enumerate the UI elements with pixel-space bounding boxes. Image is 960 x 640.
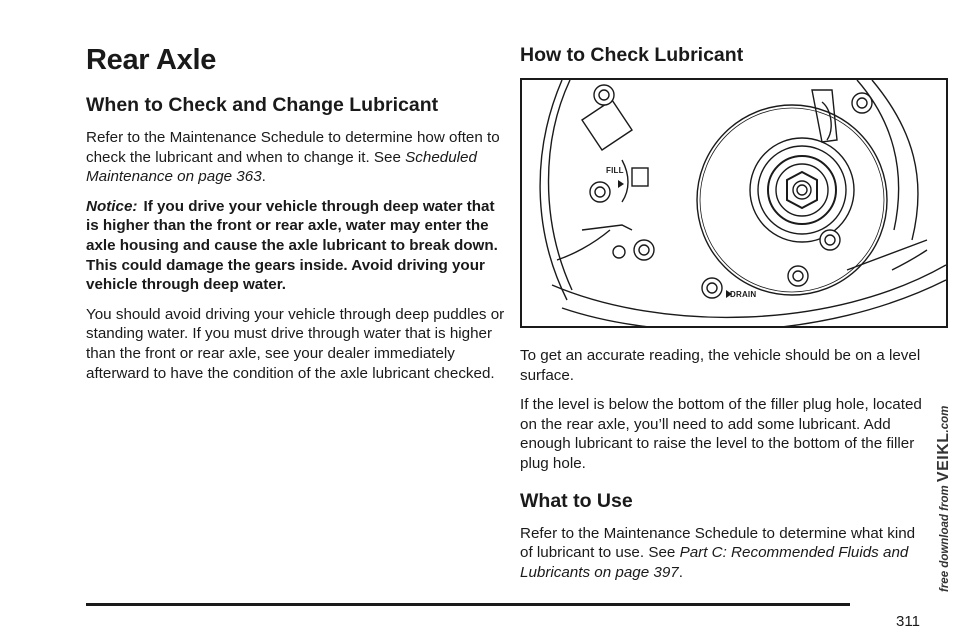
paragraph-text: Refer to the Maintenance Schedule to determine what kind of lubricant to use. See (520, 524, 916, 562)
watermark-brand: VEIKL (935, 432, 952, 483)
rear-axle-illustration (520, 78, 948, 328)
notice-text: If you drive your vehicle through deep water that is higher than the front or rear axle, water may enter the axle housing and cause the axle lubricant to break down. This could damage the gears inside. Avoid driving your vehicle through deep water. (86, 197, 498, 294)
paragraph-deep-water: You should avoid driving your vehicle through deep puddles or standing water. If you must drive through water that is higher than the front or rear axle, see your dealer immediately afterward to have the condition of the axle lubricant checked. (86, 305, 505, 382)
paragraph-text: Refer to the Maintenance Schedule to determine how often to check the lubricant and when to change it. See (86, 129, 500, 166)
left-column (86, 44, 506, 393)
watermark-suffix: .com (939, 405, 951, 433)
cross-reference-part-c[interactable]: Part C: Recommended Fluids and Lubricants on page 397 (520, 544, 909, 581)
fill-label: FILL (606, 166, 624, 175)
paragraph-end: . (261, 168, 266, 186)
notice-label: Notice: (86, 197, 138, 215)
right-column (520, 44, 930, 592)
drain-label: DRAIN (730, 290, 757, 299)
paragraph-level-surface: To get an accurate reading, the vehicle should be on a level surface. (520, 347, 921, 384)
watermark-prefix: free download from (939, 482, 951, 592)
paragraph-what-to-use (520, 524, 930, 583)
section-heading-how-to-check: How to Check Lubricant (520, 44, 744, 66)
section-heading-when-to-check: When to Check and Change Lubricant (86, 94, 439, 116)
page-title: Rear Axle (86, 44, 217, 76)
watermark (935, 406, 953, 592)
paragraph-end: . (678, 563, 683, 581)
footer-rule (86, 603, 850, 606)
page-number: 311 (896, 613, 920, 630)
section-heading-what-to-use: What to Use (520, 489, 633, 512)
notice-paragraph (86, 197, 506, 295)
paragraph-maintenance-schedule (86, 128, 506, 187)
cross-reference-scheduled-maintenance[interactable]: Scheduled Maintenance on page 363 (86, 148, 477, 186)
paragraph-filler-plug: If the level is below the bottom of the filler plug hole, located on the rear axle, you’ll need to add some lubricant. Add enough lubricant to raise the level to the bottom of the filler plug hole. (520, 396, 922, 472)
